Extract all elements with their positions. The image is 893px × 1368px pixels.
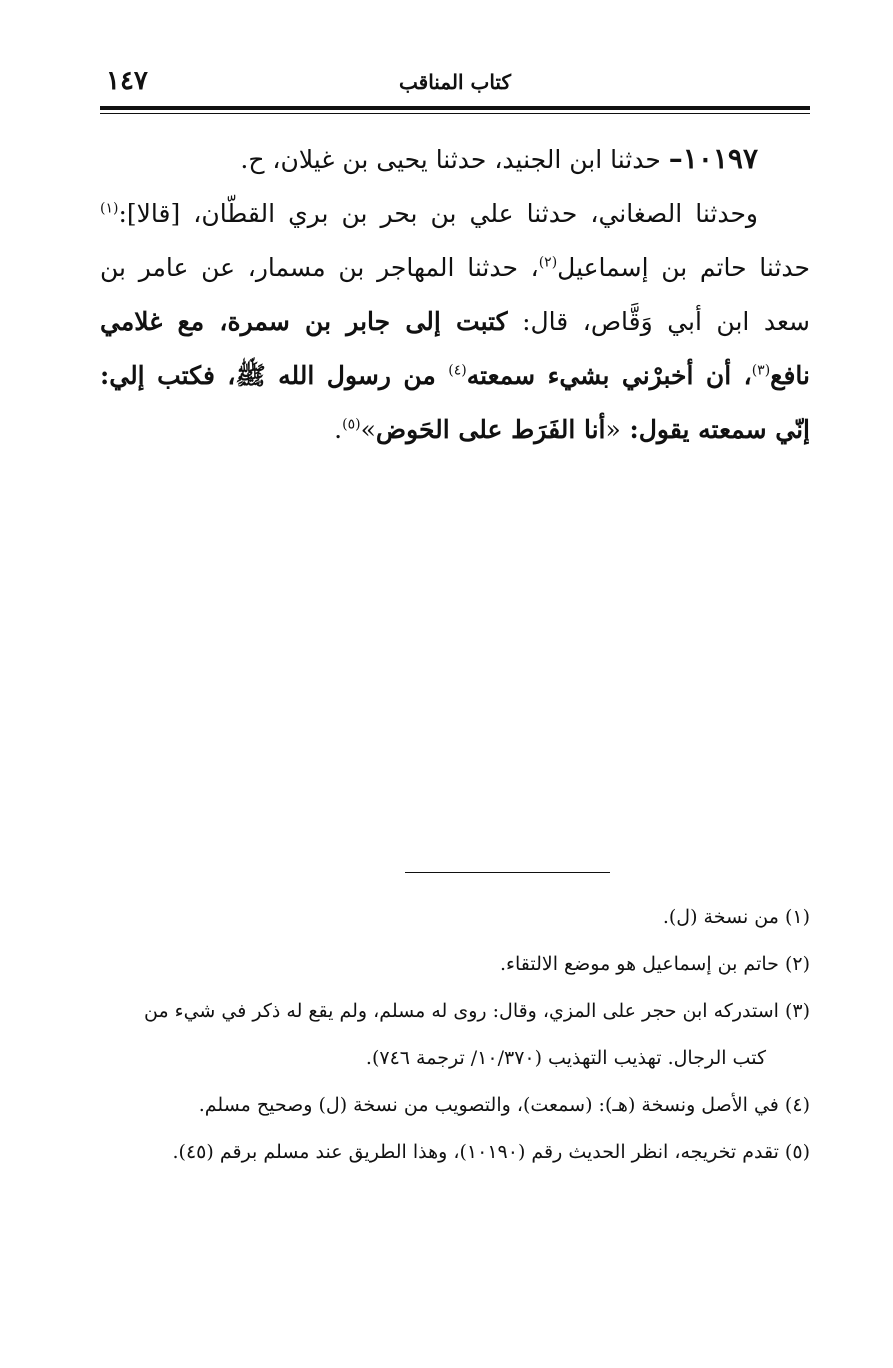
hadith-first-line — [100, 132, 810, 187]
footnote-5: (٥) تقدم تخريجه، انظر الحديث رقم (١٠١٩٠)، وهذا الطريق عند مسلم برقم (٤٥). — [172, 1141, 810, 1163]
footnotes — [100, 894, 810, 1176]
header-rule-thin — [100, 113, 810, 114]
footnote-1: (١) من نسخة (ل). — [662, 906, 810, 928]
hadith-matn-3: من رسول الله ﷺ، فكتب إلي: إنّي سمعته يقول: — [100, 361, 810, 444]
hadith-dash: – — [668, 142, 683, 175]
hadith-number: ١٠١٩٧ — [682, 142, 758, 175]
footnote-ref-3[interactable]: (٣) — [751, 362, 771, 379]
hadith-chain-2b: حدثنا حاتم بن إسماعيل — [557, 253, 810, 282]
footnote-separator — [405, 872, 610, 873]
hadith-chain-2a: وحدثنا الصغاني، حدثنا علي بن بحر بن بري القطّان، [قالا]: — [118, 199, 758, 228]
page-header — [100, 64, 810, 104]
chapter-title: كتاب المناقب — [399, 70, 511, 94]
hadith-end: . — [334, 415, 343, 444]
hadith-matn-1: كتبت إلى جابر بن سمرة، مع غلامي نافع — [100, 307, 810, 390]
hadith-chain-1: حدثنا ابن الجنيد، حدثنا يحيى بن غيلان، ح. — [240, 145, 669, 174]
hadith-matn-2: ، أن أخبرْني بشيء سمعته — [466, 361, 752, 390]
quote-close: » — [360, 415, 376, 444]
page-number: ١٤٧ — [106, 66, 148, 96]
footnote-ref-4[interactable]: (٤) — [448, 362, 467, 379]
footnote-3: (٣) استدركه ابن حجر على المزي، وقال: روى له مسلم، ولم يقع له ذكر في شيء من — [143, 1000, 810, 1022]
hadith-chain-2c: ، حدثنا المهاجر بن مسمار، عن عامر بن سعد ابن أبي وَقَّاص، قال: — [100, 253, 810, 336]
footnote-2: (٢) حاتم بن إسماعيل هو موضع الالتقاء. — [499, 953, 810, 975]
hadith-text — [100, 132, 810, 457]
hadith-matn-4: أنا الفَرَط على الحَوض — [375, 415, 606, 444]
footnote-ref-5[interactable]: (٥) — [342, 416, 361, 433]
footnote-4: (٤) في الأصل ونسخة (هـ): (سمعت)، والتصويب من نسخة (ل) وصحيح مسلم. — [198, 1094, 810, 1116]
footnote-ref-1[interactable]: (١) — [100, 200, 119, 217]
hadith-paragraph — [100, 187, 810, 457]
page — [100, 64, 810, 457]
footnote-3-continuation: كتب الرجال. تهذيب التهذيب (١٠/٣٧٠/ ترجمة ٧٤٦). — [365, 1047, 766, 1069]
header-rule-thick — [100, 106, 810, 110]
footnote-ref-2[interactable]: (٢) — [538, 254, 558, 271]
quote-open: « — [605, 415, 621, 444]
